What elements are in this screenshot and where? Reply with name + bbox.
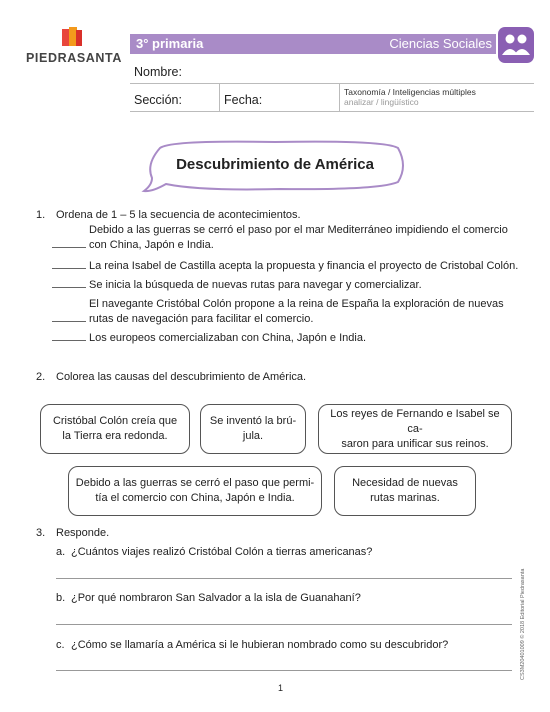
question-text: ¿Cómo se llamaría a América si le hubieran nombrado como su descubridor?	[71, 639, 449, 651]
divider	[219, 84, 220, 111]
question-text: ¿Por qué nombraron San Salvador a la isla de Guanahaní?	[71, 592, 361, 604]
cause-box[interactable]	[318, 404, 512, 454]
question-prompt: Responde.	[56, 527, 110, 539]
question-number: 1.	[36, 209, 46, 221]
sequence-item-text: El navegante Cristóbal Colón propone a la reina de España la exploración de nuevas	[89, 298, 504, 310]
answer-line[interactable]	[56, 578, 512, 579]
grade-label: 3° primaria	[136, 36, 204, 51]
sequence-item-text: con China, Japón e India.	[89, 239, 214, 251]
cause-box-text: rutas marinas.	[370, 492, 440, 504]
sequence-item-text: Los europeos comercializaban con China, Japón e India.	[89, 332, 367, 344]
subject-label: Ciencias Sociales	[389, 36, 492, 51]
students-icon	[498, 27, 534, 63]
cause-box-text: Cristóbal Colón creía que	[52, 415, 178, 427]
item-letter: c.	[56, 639, 65, 651]
sequence-item-text: Se inicia la búsqueda de nuevas rutas para navegar y comercializar.	[89, 279, 422, 291]
taxonomy-values: analizar / lingüístico	[344, 97, 419, 107]
question-prompt: Ordena de 1 – 5 la secuencia de acontecimientos.	[56, 209, 301, 221]
book-logo-icon	[60, 26, 84, 48]
question-number: 2.	[36, 371, 46, 383]
order-blank[interactable]	[52, 268, 86, 269]
order-blank[interactable]	[52, 247, 86, 248]
header-bottom-line	[130, 111, 534, 112]
name-label: Nombre:	[134, 65, 182, 79]
item-letter: a.	[56, 546, 66, 558]
page-number: 1	[278, 683, 284, 693]
brand-logo: PIEDRASANTA	[26, 51, 122, 65]
name-field-line[interactable]	[130, 83, 534, 84]
cause-box[interactable]	[334, 466, 476, 516]
cause-box-text: Los reyes de Fernando e Isabel se ca-	[330, 407, 500, 435]
sequence-item-text: La reina Isabel de Castilla acepta la propuesta y financia el proyecto de Cristobal Colón.	[89, 260, 519, 272]
section-label: Sección:	[134, 93, 182, 107]
cause-box[interactable]	[200, 404, 306, 454]
divider	[339, 84, 340, 111]
item-letter: b.	[56, 592, 66, 604]
question-prompt: Colorea las causas del descubrimiento de América.	[56, 371, 307, 383]
order-blank[interactable]	[52, 287, 86, 288]
cause-box-text: Se inventó la brú-	[209, 415, 297, 427]
order-blank[interactable]	[52, 340, 86, 341]
cause-box-text: Debido a las guerras se cerró el paso que permi-	[75, 477, 315, 489]
cause-box-text: saron para unificar sus reinos.	[341, 437, 489, 450]
cause-box[interactable]	[40, 404, 190, 454]
question-number: 3.	[36, 527, 46, 539]
answer-line[interactable]	[56, 670, 512, 671]
cause-box-text: la Tierra era redonda.	[62, 430, 168, 442]
copyright-code: CS3M20401009 © 2018 Editorial Piedrasanta	[520, 568, 526, 680]
cause-box-text: jula.	[242, 430, 264, 442]
page-title: Descubrimiento de América	[176, 156, 374, 173]
cause-box-text: Necesidad de nuevas	[352, 477, 458, 489]
order-blank[interactable]	[52, 321, 86, 322]
question-text: ¿Cuántos viajes realizó Cristóbal Colón a tierras americanas?	[71, 546, 373, 558]
sequence-item-text: rutas de navegación para facilitar el comercio.	[89, 313, 314, 325]
cause-box-text: tía el comercio con China, Japón e India.	[95, 492, 295, 504]
taxonomy-label: Taxonomía / Inteligencias múltiples	[344, 87, 476, 97]
date-label: Fecha:	[224, 93, 263, 107]
sequence-item-text: Debido a las guerras se cerró el paso por el mar Mediterráneo impidiendo el comercio	[89, 224, 508, 236]
answer-line[interactable]	[56, 624, 512, 625]
cause-box[interactable]	[68, 466, 322, 516]
